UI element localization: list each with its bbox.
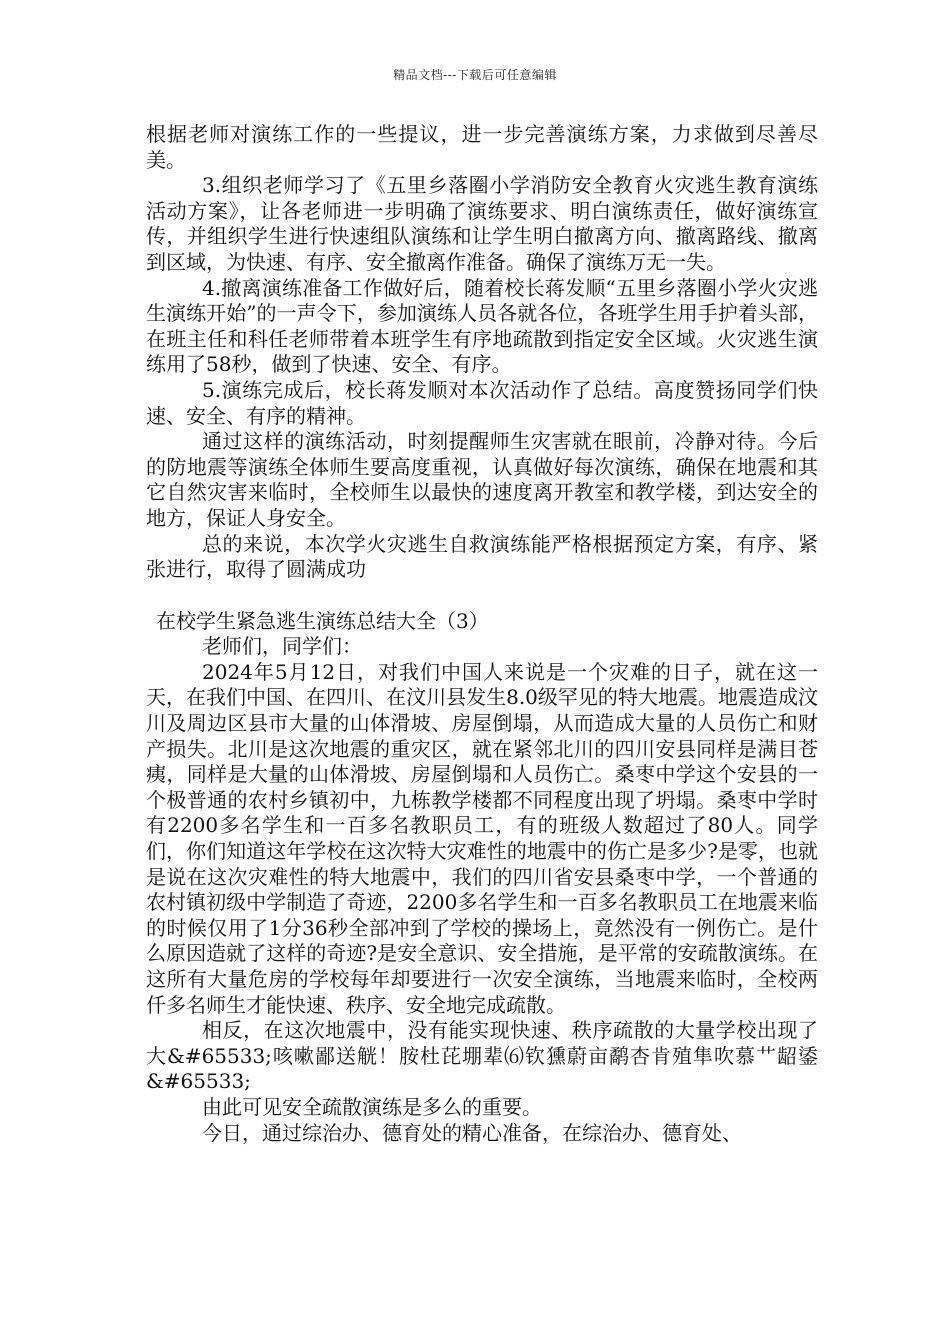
paragraph: 由此可见安全疏散演练是多么的重要。 — [202, 1094, 542, 1119]
paragraph: 根据老师对演练工作的一些提议，进一步完善演练方案，力求做到尽善尽美。 — [146, 122, 818, 172]
paragraph: 5.演练完成后，校长蒋发顺对本次活动作了总结。高度赞扬同学们快速、安全、有序的精神。 — [146, 377, 818, 428]
paragraph: 总的来说，本次学火灾逃生自救演练能严格根据预定方案，有序、紧张进行，取得了圆满成功 — [146, 531, 818, 582]
document-body — [146, 122, 818, 1146]
salutation: 老师们，同学们： — [202, 634, 362, 659]
paragraph: 4.撤离演练准备工作做好后，随着校长蒋发顺“五里乡落圈小学火灾逃生演练开始”的一声令下，参加演练人员各就各位，各班学生用手护着头部，在班主任和科任老师带着本班学生有序地疏散到指定安全区域。火灾逃生演练用了58秒，做到了快速、安全、有序。 — [146, 275, 818, 377]
paragraph: 2024年5月12日，对我们中国人来说是一个灾难的日子，就在这一天，在我们中国、在四川、在汶川县发生8.0级罕见的特大地震。地震造成汶川及周边区县市大量的山体滑坡、房屋倒塌，从而造成大量的人员伤亡和财产损失。北川是这次地震的重灾区，就在紧邻北川的四川安县同样是满目苍痍，同样是大量的山体滑坡、房屋倒塌和人员伤亡。桑枣中学这个安县的一个极普通的农村乡镇初中，九栋教学楼都不同程度出现了坍塌。桑枣中学时有2200多名学生和一百多名教职员工，有的班级人数超过了80人。同学们，你们知道这年学校在这次特大灾难性的地震中的伤亡是多少?是零，也就是说在这次灾难性的特大地震中，我们的四川省安县桑枣中学，一个普通的农村镇初级中学制造了奇迹，2200多名学生和一百多名教职员工在地震来临的时候仅用了1分36秒全部冲到了学校的操场上，竟然没有一例伤亡。是什么原因造就了这样的奇迹?是安全意识、安全措施，是平常的安疏散演练。在这所有大量危房的学校每年却要进行一次安全演练，当地震来临时，全校两仟多名师生才能快速、秩序、安全地完成疏散。 — [146, 659, 818, 1017]
paragraph: 相反，在这次地震中，没有能实现快速、秩序疏散的大量学校出现了大&#65533;咳嗽鄙送觥！胺杜芘堋辈⑹钦獯蔚亩鹬杏肯殖隼吹慕艹龆鋈&#65533; — [146, 1018, 818, 1094]
section-heading: 在校学生紧急逃生演练总结大全（3） — [156, 608, 489, 633]
paragraph: 通过这样的演练活动，时刻提醒师生灾害就在眼前，冷静对待。今后的防地震等演练全体师生要高度重视，认真做好每次演练，确保在地震和其它自然灾害来临时，全校师生以最快的速度离开教室和教学楼，到达安全的地方，保证人身安全。 — [146, 429, 818, 530]
paragraph: 3.组织老师学习了《五里乡落圈小学消防安全教育火灾逃生教育演练活动方案》，让各老师进一步明确了演练要求、明白演练责任，做好演练宣传，并组织学生进行快速组队演练和让学生明白撤离方向、撤离路线、撤离到区域，为快速、有序、安全撤离作准备。确保了演练万无一失。 — [146, 173, 818, 274]
page-header: 精品文档---下载后可任意编辑 — [393, 68, 557, 82]
paragraph: 今日，通过综治办、德育处的精心准备，在综治办、德育处、 — [202, 1120, 742, 1145]
